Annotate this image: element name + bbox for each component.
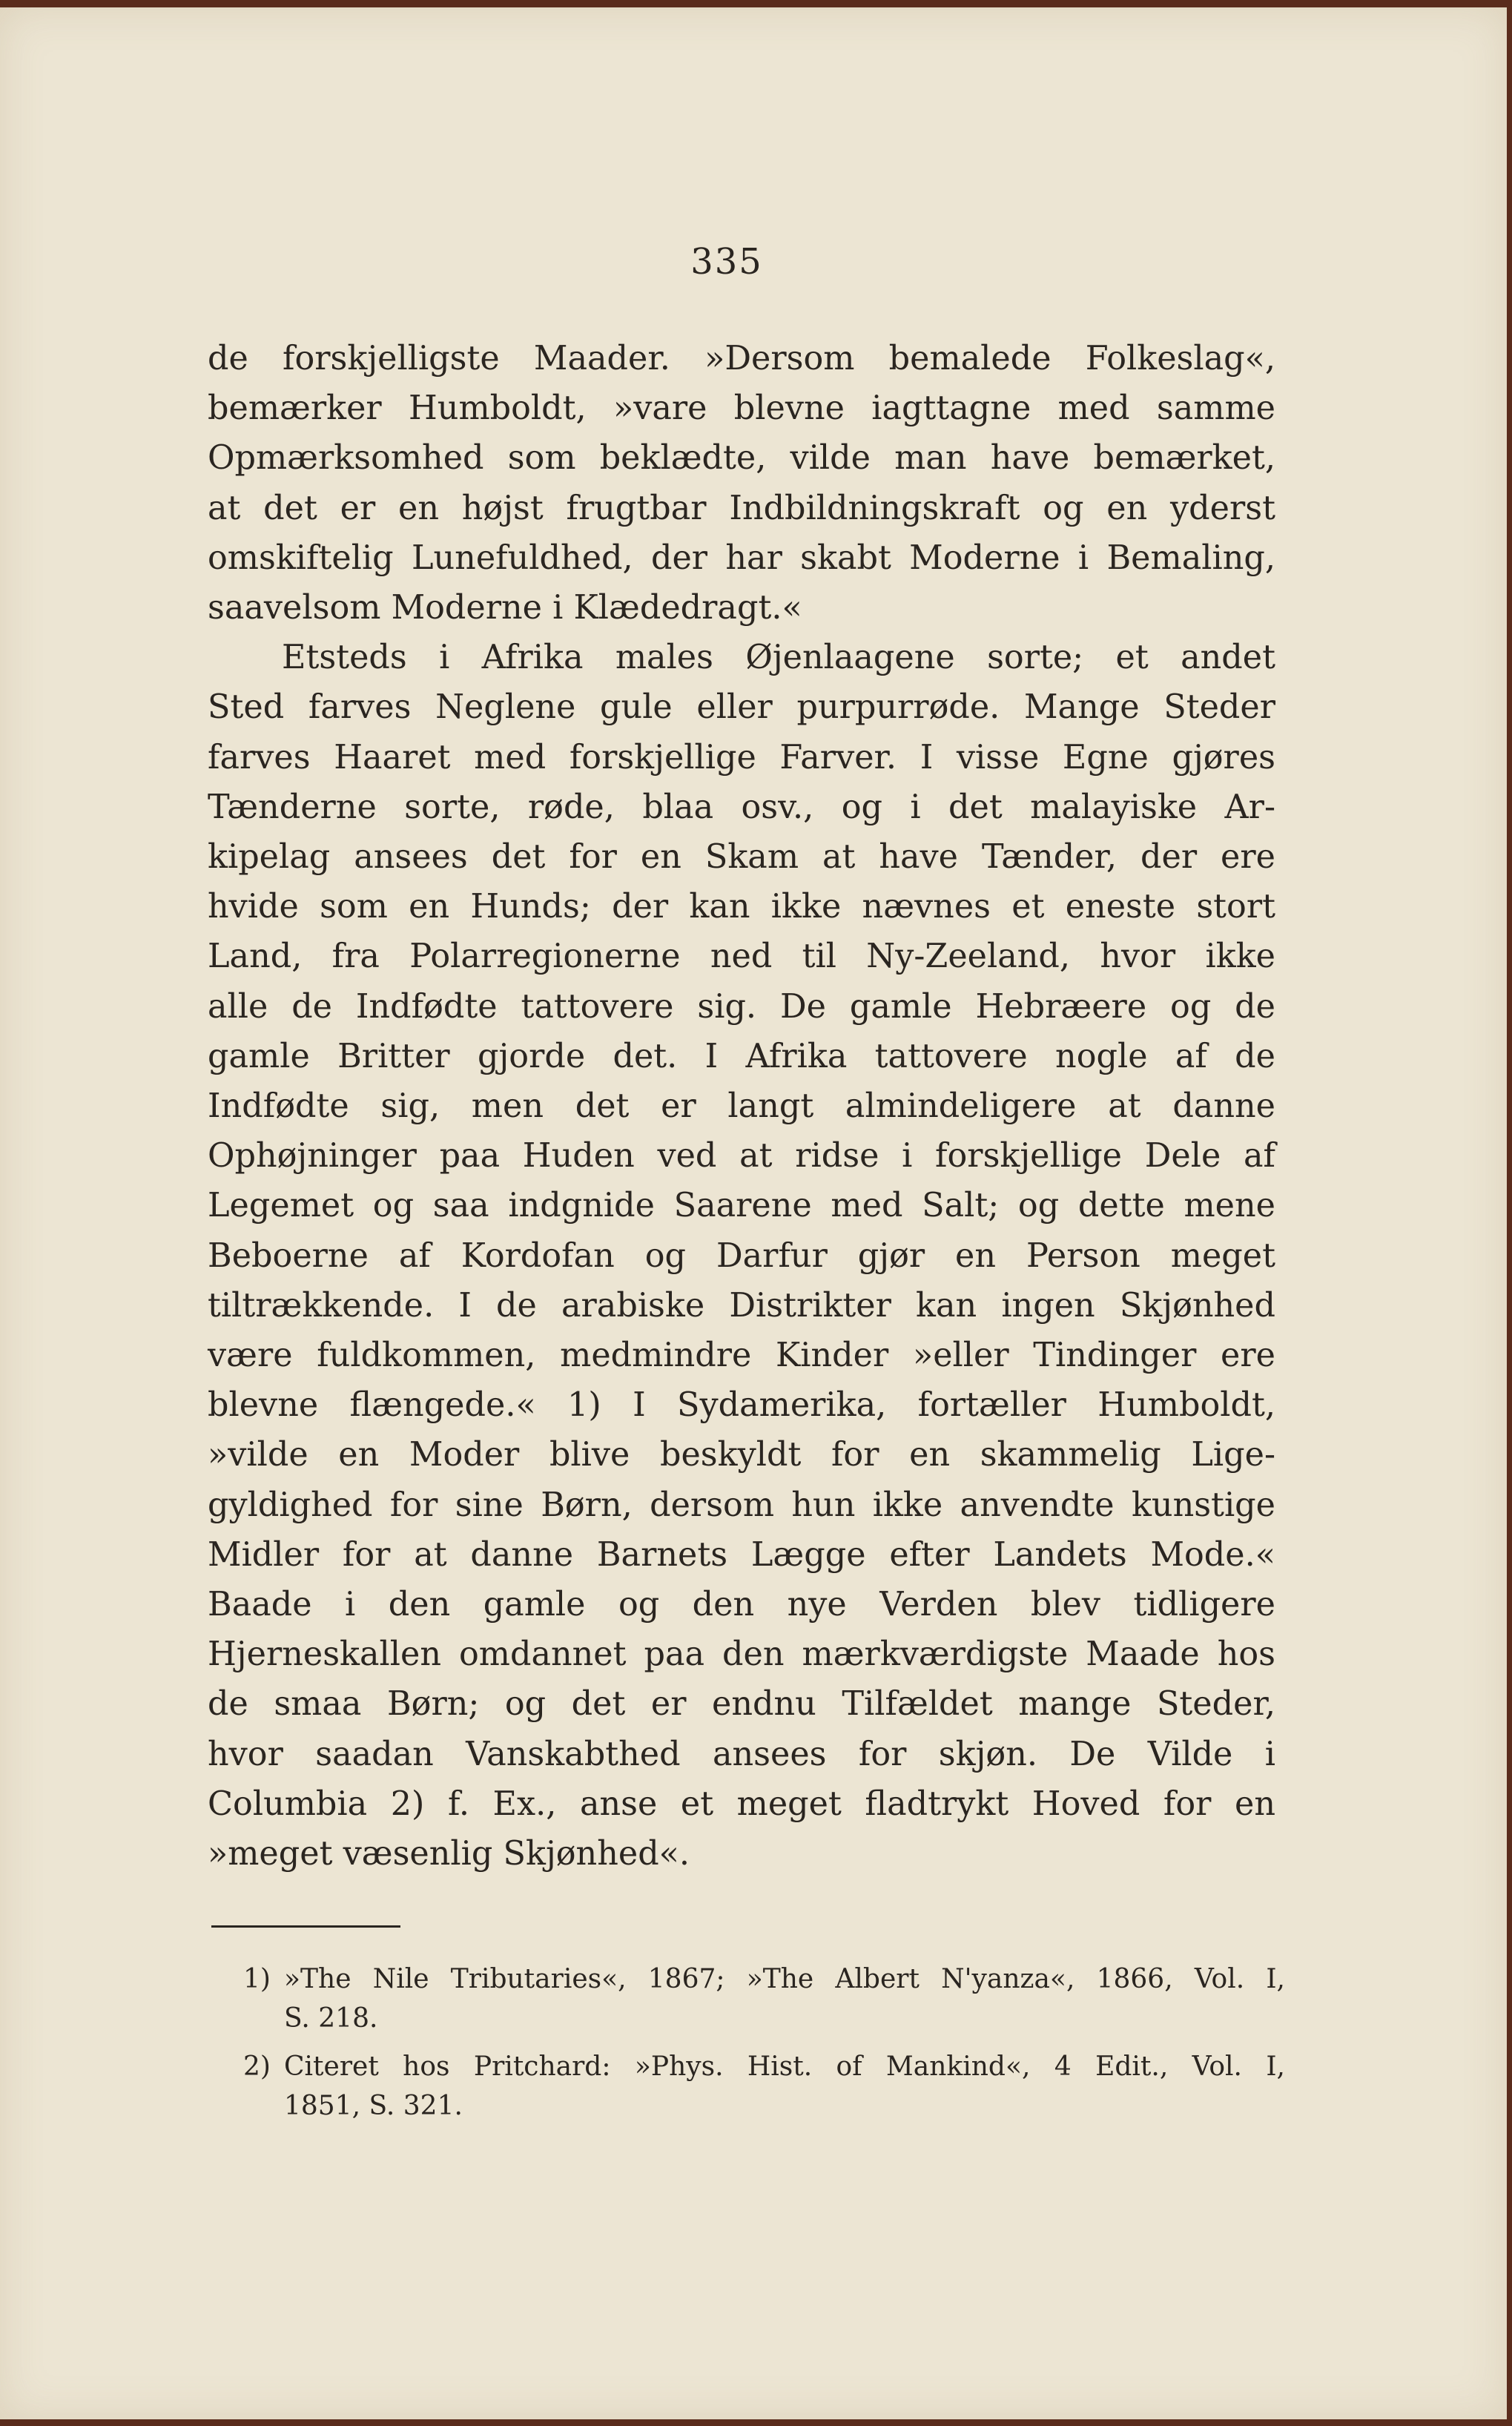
footnote-divider bbox=[211, 1925, 400, 1928]
text-line: kipelag ansees det for en Skam at have Tænder, der ere bbox=[208, 838, 1275, 877]
text-line: tiltrækkende. I de arabiske Distrikter kan ingen Skjønhed bbox=[208, 1286, 1275, 1325]
text-line: Columbia 2) f. Ex., anse et meget fladtrykt Hoved for en bbox=[208, 1784, 1275, 1823]
footnote-mark: 2) bbox=[243, 2051, 271, 2082]
text-line: »meget væsenlig Skjønhed«. bbox=[208, 1835, 690, 1873]
text-line: Beboerne af Kordofan og Darfur gjør en Person meget bbox=[208, 1236, 1275, 1275]
text-line: Midler for at danne Barnets Lægge efter Landets Mode.« bbox=[208, 1535, 1275, 1574]
text-line: farves Haaret med forskjellige Farver. I visse Egne gjøres bbox=[208, 738, 1275, 777]
text-line: at det er en højst frugtbar Indbildningskraft og en yderst bbox=[208, 489, 1275, 527]
body-text bbox=[208, 334, 1275, 1879]
footnote-line: Citeret hos Pritchard: »Phys. Hist. of Mankind«, 4 Edit., Vol. I, bbox=[284, 2051, 1285, 2082]
text-line: Tænderne sorte, røde, blaa osv., og i det malayiske Ar- bbox=[208, 788, 1275, 826]
text-line: være fuldkommen, medmindre Kinder »eller Tindinger ere bbox=[208, 1336, 1275, 1375]
text-line: Ophøjninger paa Huden ved at ridse i forskjellige Dele af bbox=[208, 1137, 1275, 1176]
text-line: Legemet og saa indgnide Saarene med Salt; og dette mene bbox=[208, 1187, 1275, 1225]
footnote-mark: 1) bbox=[243, 1964, 271, 1994]
text-line: gamle Britter gjorde det. I Afrika tattovere nogle af de bbox=[208, 1037, 1275, 1075]
text-line: Sted farves Neglene gule eller purpurrøde. Mange Steder bbox=[208, 688, 1275, 727]
text-line: blevne flængede.« 1) I Sydamerika, fortæller Humboldt, bbox=[208, 1386, 1275, 1425]
paragraph-1 bbox=[208, 334, 1275, 633]
book-page bbox=[0, 7, 1507, 2419]
text-line: gyldighed for sine Børn, dersom hun ikke anvendte kunstige bbox=[208, 1486, 1275, 1524]
text-line: Etsteds i Afrika males Øjenlaagene sorte; et andet bbox=[282, 639, 1275, 677]
text-line: de smaa Børn; og det er endnu Tilfældet mange Steder, bbox=[208, 1685, 1275, 1724]
footnotes bbox=[236, 1959, 1285, 2135]
text-line: alle de Indfødte tattovere sig. De gamle Hebræere og de bbox=[208, 987, 1275, 1026]
text-line: Land, fra Polarregionerne ned til Ny-Zeeland, hvor ikke bbox=[208, 937, 1275, 976]
footnote-1 bbox=[236, 1959, 1285, 2038]
text-line: omskiftelig Lunefuldhed, der har skabt Moderne i Bemaling, bbox=[208, 538, 1275, 577]
text-line: de forskjelligste Maader. »Dersom bemalede Folkeslag«, bbox=[208, 340, 1275, 378]
text-line: Indfødte sig, men det er langt almindeligere at danne bbox=[208, 1087, 1275, 1126]
text-line: Hjerneskallen omdannet paa den mærkværdigste Maade hos bbox=[208, 1635, 1275, 1674]
text-line: saavelsom Moderne i Klædedragt.« bbox=[208, 589, 802, 627]
text-line: hvor saadan Vanskabthed ansees for skjøn. De Vilde i bbox=[208, 1735, 1275, 1773]
text-line: hvide som en Hunds; der kan ikke nævnes et eneste stort bbox=[208, 888, 1275, 926]
footnote-line: S. 218. bbox=[284, 2003, 378, 2034]
text-line: Baade i den gamle og den nye Verden blev tidligere bbox=[208, 1586, 1275, 1624]
paragraph-2 bbox=[208, 633, 1275, 1879]
text-line: Opmærksomhed som beklædte, vilde man have bemærket, bbox=[208, 439, 1275, 478]
text-line: bemærker Humboldt, »vare blevne iagttagne med samme bbox=[208, 389, 1275, 428]
footnote-line: »The Nile Tributaries«, 1867; »The Albert N'yanza«, 1866, Vol. I, bbox=[284, 1964, 1285, 1994]
text-line: »vilde en Moder blive beskyldt for en skammelig Lige- bbox=[208, 1436, 1275, 1474]
page-number: 335 bbox=[690, 241, 763, 283]
footnote-line: 1851, S. 321. bbox=[284, 2091, 463, 2121]
footnote-2 bbox=[236, 2047, 1285, 2126]
